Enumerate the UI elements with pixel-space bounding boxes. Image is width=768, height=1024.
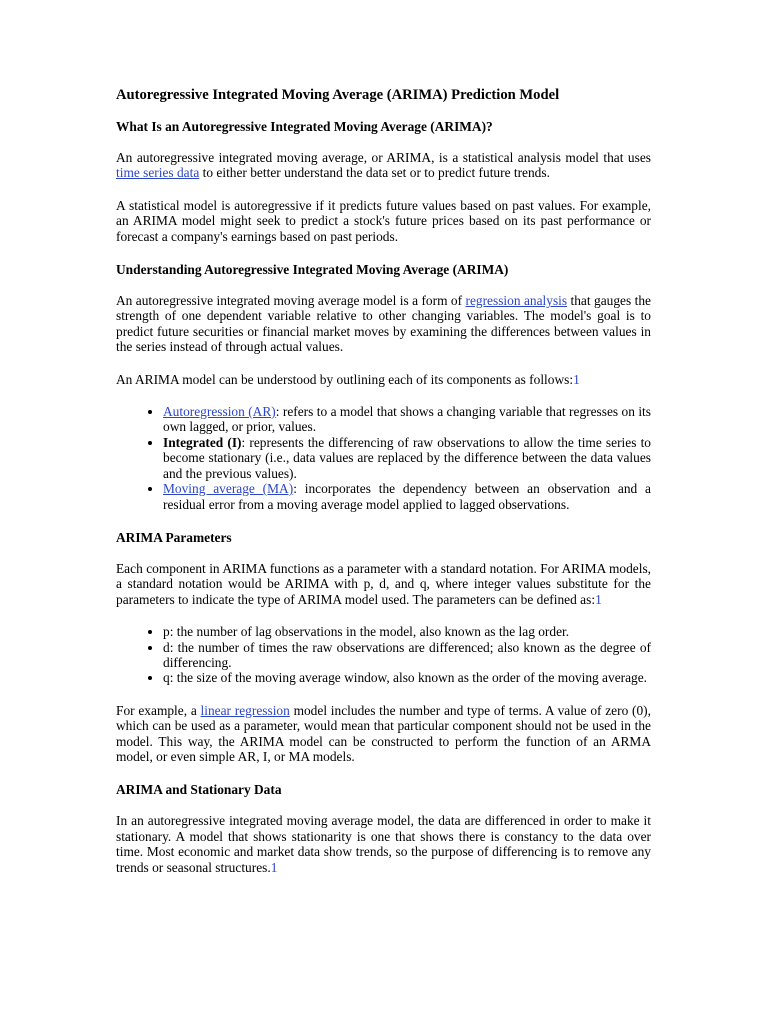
text: : refers to a model that shows a changing variable that regresses on its own lagged, or prior, values.	[163, 404, 651, 435]
link-time-series-data[interactable]: time series data	[116, 165, 200, 181]
document-title: Autoregressive Integrated Moving Average (ARIMA) Prediction Model	[116, 87, 560, 103]
paragraph-parameters-intro	[116, 561, 651, 607]
list-item-autoregression	[163, 404, 651, 435]
paragraph-arima-definition	[116, 150, 651, 181]
text: In an autoregressive integrated moving average model, the data are differenced in order to make it stationary. A model that shows stationarity is one that shows there is constancy to the data over time. Most economic and market data show trends, so the purpose of differencing is to remove any trends or seasonal structures.	[116, 813, 651, 875]
text: to either better understand the data set or to predict future trends.	[199, 165, 550, 181]
paragraph-autoregressive: A statistical model is autoregressive if it predicts future values based on past values. For example, an ARIMA model might seek to predict a stock's future prices based on its past performance or forecast a company's earnings based on past periods.	[116, 197, 651, 244]
text: An autoregressive integrated moving average model is a form of	[116, 293, 466, 309]
text: For example, a	[116, 702, 201, 718]
heading-stationary-data: ARIMA and Stationary Data	[116, 782, 282, 798]
paragraph-regression-form	[116, 293, 651, 355]
link-linear-regression[interactable]: linear regression	[200, 702, 290, 718]
paragraph-components-intro	[116, 372, 651, 387]
paragraph-linear-regression-example	[116, 703, 651, 765]
text: Each component in ARIMA functions as a parameter with a standard notation. For ARIMA models, a standard notation would be ARIMA with p, d, and q, where integer values substitute for the parameters to indicate the type of ARIMA model used. The parameters can be defined as:	[116, 560, 651, 607]
text: : represents the differencing of raw observations to allow the time series to become stationary (i.e., data values are replaced by the difference between the data values and the previous values).	[163, 434, 651, 481]
link-moving-average[interactable]: Moving average (MA)	[163, 481, 294, 497]
list-item-moving-average	[163, 481, 651, 512]
text: An ARIMA model can be understood by outlining each of its components as follows:	[116, 371, 574, 387]
document-page	[116, 86, 651, 892]
heading-arima-parameters: ARIMA Parameters	[116, 529, 232, 545]
list-item-param-q: • q: the size of the moving average window, also known as the order of the moving average.	[163, 670, 651, 685]
parameters-list	[116, 624, 651, 686]
list-item-param-d: • d: the number of times the raw observations are differenced; also known as the degree of differencing.	[163, 640, 651, 671]
link-autoregression[interactable]: Autoregression (AR)	[163, 404, 276, 420]
text: model includes the number and type of terms. A value of zero (0), which can be used as a parameter, would mean that particular component should not be used in the model. This way, the ARIMA model can be constructed to perform the function of an ARMA model, or even simple AR, I, or MA models.	[116, 702, 651, 764]
list-item-param-p: • p: the number of lag observations in the model, also known as the lag order.	[163, 624, 651, 639]
paragraph-stationary-data	[116, 813, 651, 875]
heading-understanding-arima: Understanding Autoregressive Integrated Moving Average (ARIMA)	[116, 262, 509, 278]
components-list	[116, 404, 651, 512]
heading-what-is-arima: What Is an Autoregressive Integrated Moving Average (ARIMA)?	[116, 119, 493, 134]
reference-marker[interactable]: 1	[270, 859, 278, 875]
text: An autoregressive integrated moving average, or ARIMA, is a statistical analysis model that uses	[116, 150, 651, 165]
list-item-integrated	[163, 435, 651, 481]
text: that gauges the strength of one dependent variable relative to other changing variables. The model's goal is to predict future securities or financial market moves by examining the differences between values in the series instead of through actual values.	[116, 293, 651, 355]
reference-marker[interactable]: 1	[573, 371, 580, 387]
text: : incorporates the dependency between an observation and a residual error from a moving average model applied to lagged observations.	[163, 481, 651, 512]
reference-marker[interactable]: 1	[595, 591, 602, 607]
link-regression-analysis[interactable]: regression analysis	[465, 293, 568, 309]
bold-term-integrated: Integrated (I)	[163, 434, 242, 450]
